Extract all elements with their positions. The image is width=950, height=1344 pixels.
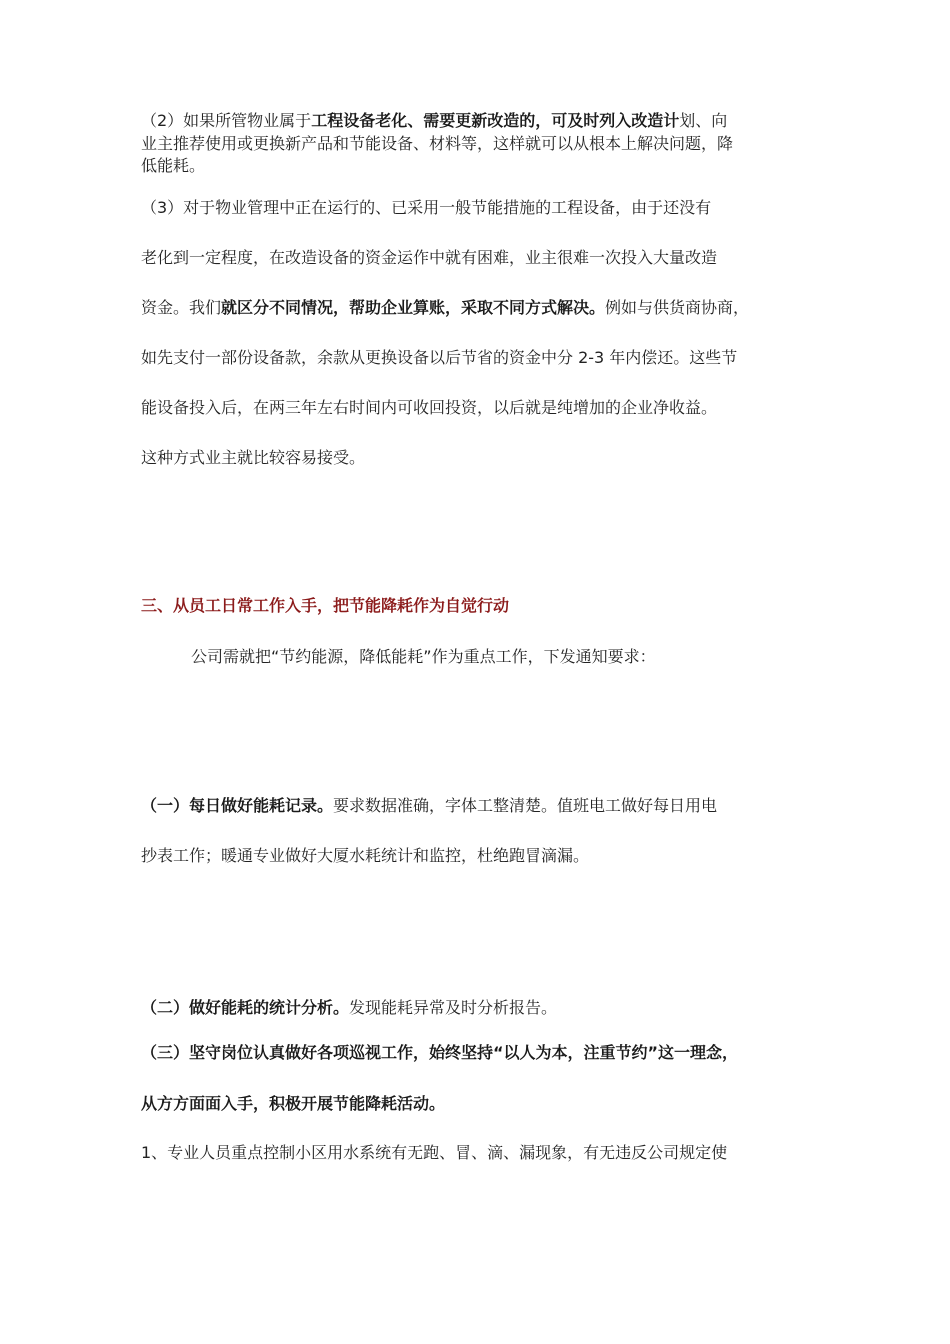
- para2-line2: 业主推荐使用或更换新产品和节能设备、材料等，这样就可以从根本上解决问题，降: [141, 134, 734, 153]
- para3-line2: 老化到一定程度，在改造设备的资金运作中就有困难，业主很难一次投入大量改造: [141, 248, 718, 267]
- item2-line1: [141, 997, 821, 1019]
- section3-heading: 三、从员工日常工作入手，把节能降耗作为自觉行动: [141, 596, 510, 615]
- para3-line3: [141, 297, 821, 319]
- item2-line1-suffix: 发现能耗异常及时分析报告。: [349, 998, 558, 1017]
- para3-line6: 这种方式业主就比较容易接受。: [141, 448, 366, 467]
- item1-line1: [141, 795, 821, 817]
- para2-line1-bold: 工程设备老化、需要更新改造的，可及时列入改造计: [311, 111, 680, 130]
- item3-line1: （三）坚守岗位认真做好各项巡视工作，始终坚持“以人为本，注重节约”这一理念，: [141, 1043, 739, 1062]
- item2-line1-bold: （二）做好能耗的统计分析。: [141, 998, 350, 1017]
- item1-line2: 抄表工作；暖通专业做好大厦水耗统计和监控，杜绝跑冒滴漏。: [141, 846, 590, 865]
- para3-line5: 能设备投入后，在两三年左右时间内可收回投资，以后就是纯增加的企业净收益。: [141, 398, 718, 417]
- para3-line3-suffix: 例如与供货商协商，: [605, 298, 750, 317]
- para2-line1: [141, 110, 821, 132]
- para2-line1-suffix: 划、向: [679, 111, 728, 130]
- para3-line3-bold: 就区分不同情况，帮助企业算账，采取不同方式解决。: [221, 298, 606, 317]
- para2-line1-prefix: （2）如果所管物业属于: [141, 111, 312, 130]
- para3-line4: 如先支付一部份设备款，余款从更换设备以后节省的资金中分 2-3 年内偿还。这些节: [141, 348, 738, 367]
- para3-line3-prefix: 资金。我们: [141, 298, 222, 317]
- list-item-1: 1、专业人员重点控制小区用水系统有无跑、冒、滴、漏现象，有无违反公司规定使: [141, 1143, 728, 1162]
- section3-intro: 公司需就把“节约能源，降低能耗”作为重点工作，下发通知要求：: [191, 647, 656, 666]
- item1-line1-bold: （一）每日做好能耗记录。: [141, 796, 334, 815]
- item1-line1-suffix: 要求数据准确，字体工整清楚。值班电工做好每日用电: [333, 796, 718, 815]
- para2-line3: 低能耗。: [141, 156, 206, 175]
- item3-line2: 从方方面面入手，积极开展节能降耗活动。: [141, 1094, 446, 1113]
- para3-line1: （3）对于物业管理中正在运行的、已采用一般节能措施的工程设备，由于还没有: [141, 198, 712, 217]
